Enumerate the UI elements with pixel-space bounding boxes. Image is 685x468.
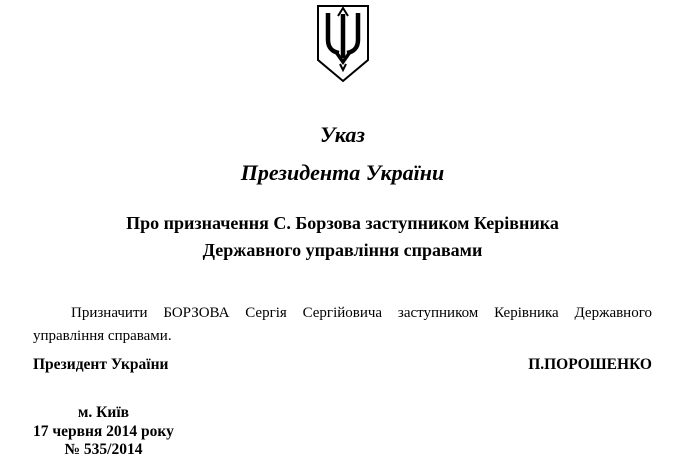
doc-type-heading-ukaz: Указ <box>320 122 365 147</box>
ukraine-trident-emblem <box>315 4 371 84</box>
doc-type-heading-president: Президента України <box>240 160 445 185</box>
footer-number: № 535/2014 <box>64 441 143 458</box>
trident-icon <box>315 4 371 84</box>
decree-title-line1: Про призначення С. Борзова заступником Керівника <box>126 213 559 233</box>
decree-title-line2: Державного управління справами <box>202 240 483 260</box>
signature-role-label: Президент України <box>33 356 169 373</box>
footer-place: м. Київ <box>77 404 130 421</box>
signature-name: П.ПОРОШЕНКО <box>528 356 652 373</box>
signature-row <box>33 356 652 375</box>
footer-date: 17 червня 2014 року <box>33 422 174 440</box>
decree-title <box>0 210 685 264</box>
footer-place-date-number <box>33 404 174 460</box>
decree-body-paragraph: Призначити БОРЗОВА Сергія Сергійовича заступником Керівника Державного управління справами. <box>33 305 652 344</box>
